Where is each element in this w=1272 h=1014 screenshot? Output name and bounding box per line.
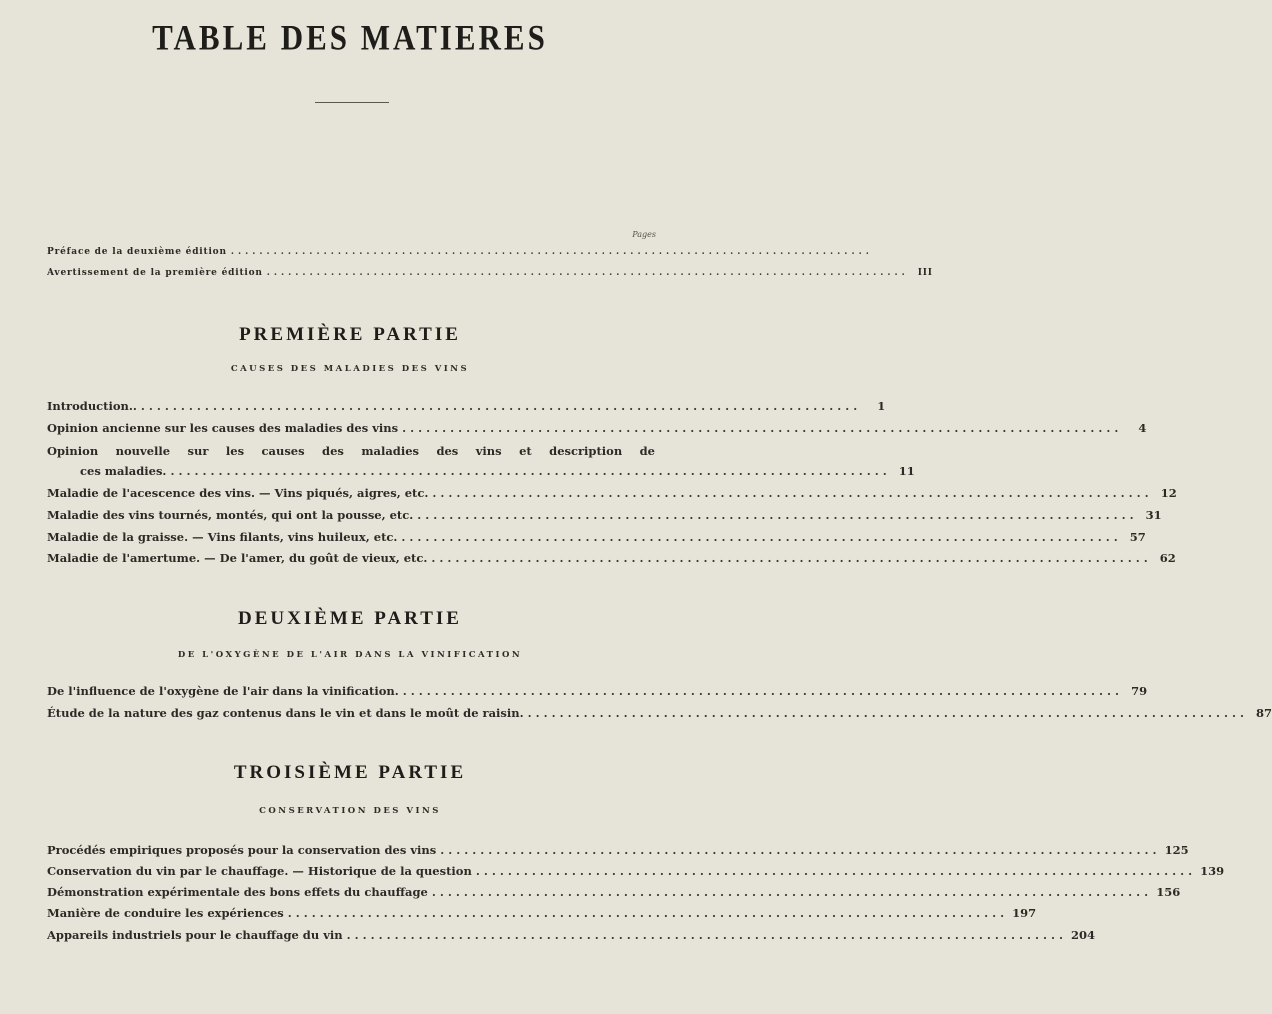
entry-text: De l'influence de l'oxygène de l'air dans la vinification. bbox=[47, 684, 399, 698]
toc-entry bbox=[47, 508, 1162, 528]
toc-entry bbox=[47, 684, 1148, 704]
toc-entry-preface bbox=[47, 247, 873, 267]
part2-title: DEUXIÈME PARTIE bbox=[238, 608, 462, 629]
part3-subtitle: CONSERVATION DES VINS bbox=[259, 806, 441, 816]
entry-text: Procédés empiriques proposés pour la conservation des vins bbox=[47, 843, 437, 857]
entry-text: Maladie de la graisse. — Vins filants, vins huileux, etc. bbox=[47, 530, 398, 544]
toc-entry-avertissement bbox=[47, 268, 933, 288]
leader-dots: .......................................................................................... bbox=[346, 928, 1067, 942]
entry-page: 79 bbox=[1131, 684, 1148, 698]
entry-text: Opinion ancienne sur les causes des maladies des vins bbox=[47, 421, 399, 435]
toc-entry bbox=[47, 843, 1189, 863]
leader-dots: .......................................................................................... bbox=[287, 906, 1009, 920]
toc-entry bbox=[47, 706, 1272, 726]
leader-dots: .......................................................................................... bbox=[230, 247, 873, 257]
toc-entry bbox=[47, 399, 886, 419]
entry-page: 204 bbox=[1070, 928, 1095, 942]
leader-dots: .......................................................................................... bbox=[417, 508, 1138, 522]
entry-page: 156 bbox=[1156, 885, 1181, 899]
entry-text: Maladie de l'amertume. — De l'amer, du goût de vieux, etc. bbox=[47, 551, 428, 565]
leader-dots: .......................................................................................... bbox=[170, 464, 891, 478]
entry-text: Introduction.. bbox=[47, 399, 137, 413]
toc-entry bbox=[47, 906, 1037, 926]
leader-dots: .......................................................................................... bbox=[140, 399, 862, 413]
entry-page: 1 bbox=[877, 399, 886, 413]
entry-text: Préface de la deuxième édition bbox=[47, 247, 227, 257]
part1-subtitle: CAUSES DES MALADIES DES VINS bbox=[230, 364, 470, 374]
entry-text: Manière de conduire les expériences bbox=[47, 906, 284, 920]
leader-dots: .......................................................................................... bbox=[475, 864, 1197, 878]
leader-dots: .......................................................................................... bbox=[266, 268, 909, 278]
entry-text: Étude de la nature des gaz contenus dans le vin et dans le moût de raisin. bbox=[47, 706, 524, 720]
part1-title: PREMIÈRE PARTIE bbox=[239, 324, 461, 345]
toc-entry bbox=[47, 885, 1181, 905]
leader-dots: .......................................................................................... bbox=[402, 421, 1123, 435]
entry-page: 197 bbox=[1012, 906, 1037, 920]
leader-dots: .......................................................................................... bbox=[431, 885, 1153, 899]
toc-entry bbox=[47, 551, 1176, 571]
toc-entry bbox=[47, 864, 1225, 884]
pages-column-label: Pages bbox=[632, 230, 656, 239]
leader-dots: .......................................................................................... bbox=[440, 843, 1161, 857]
leader-dots: .......................................................................................... bbox=[402, 684, 1124, 698]
entry-text: Appareils industriels pour le chauffage du vin bbox=[47, 928, 343, 942]
entry-text: ces maladies. bbox=[80, 464, 167, 478]
entry-text: Démonstration expérimentale des bons effets du chauffage bbox=[47, 885, 428, 899]
part2-subtitle: DE L'OXYGÈNE DE L'AIR DANS LA VINIFICATION bbox=[177, 650, 523, 660]
leader-dots: .......................................................................................... bbox=[527, 706, 1248, 720]
toc-entry bbox=[47, 486, 1177, 506]
entry-page: 87 bbox=[1255, 706, 1272, 720]
entry-page: 4 bbox=[1138, 421, 1147, 435]
page-title: TABLE DES MATIERES bbox=[152, 17, 548, 58]
entry-page: 62 bbox=[1159, 551, 1176, 565]
toc-entry bbox=[47, 530, 1146, 550]
entry-page: 139 bbox=[1200, 864, 1225, 878]
leader-dots: .......................................................................................... bbox=[431, 551, 1152, 565]
entry-page: 125 bbox=[1164, 843, 1189, 857]
leader-dots: .......................................................................................... bbox=[401, 530, 1122, 544]
entry-page: 31 bbox=[1145, 508, 1162, 522]
entry-page: III bbox=[917, 268, 933, 278]
entry-text: Avertissement de la première édition bbox=[47, 268, 263, 278]
toc-entry bbox=[80, 464, 915, 484]
entry-text: Maladie de l'acescence des vins. — Vins piqués, aigres, etc. bbox=[47, 486, 429, 500]
part3-title: TROISIÈME PARTIE bbox=[233, 762, 467, 783]
entry-page: 11 bbox=[898, 464, 915, 478]
leader-dots: .......................................................................................... bbox=[432, 486, 1153, 500]
toc-entry-line1: Opinion nouvelle sur les causes des maladies des vins et description de bbox=[47, 444, 655, 458]
toc-entry bbox=[47, 928, 1095, 948]
entry-page: 57 bbox=[1129, 530, 1146, 544]
entry-page: 12 bbox=[1160, 486, 1177, 500]
entry-text: Maladie des vins tournés, montés, qui ont la pousse, etc. bbox=[47, 508, 414, 522]
toc-entry bbox=[47, 421, 1147, 441]
title-divider bbox=[315, 102, 389, 103]
entry-text: Conservation du vin par le chauffage. — Historique de la question bbox=[47, 864, 472, 878]
